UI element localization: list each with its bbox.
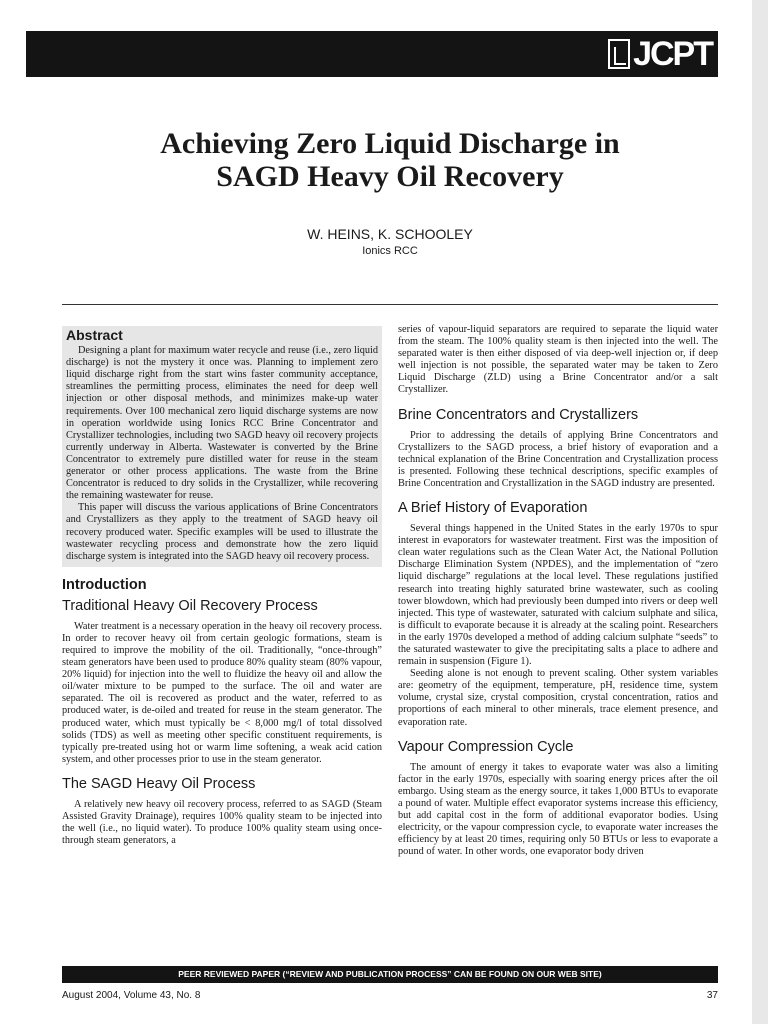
authors: W. HEINS, K. SCHOOLEY: [307, 226, 473, 242]
peer-review-banner: PEER REVIEWED PAPER (“REVIEW AND PUBLICATION PROCESS” CAN BE FOUND ON OUR WEB SITE): [62, 966, 718, 983]
continued-paragraph: series of vapour-liquid separators are required to separate the liquid water from the steam. The 100% quality steam is then injected into the well. The separated water is then either disposed of via deep-well injection or, if deep well injection is not possible, the separated water may be taken to Zero Liquid Discharge (ZLD) using a Brine Concentrator and/or a salt Crystallizer.: [398, 324, 718, 396]
brine-paragraph-1: Prior to addressing the details of applying Brine Concentrators and Crystallizers to the SAGD process, a brief history of evaporation and a technical explanation of the Brine Concentration and Crystallization process is presented. Following these technical descriptions, specific examples of Brine Concentration and Crystallization in the SAGD industry are presented.: [398, 429, 718, 489]
vapour-paragraph-1: The amount of energy it takes to evaporate water was also a limiting factor in the early 1970s, especially with soaring energy prices after the oil embargo. Using steam as the energy source, it takes 1,000 BTUs to evaporate a pound of water. Multiple effect evaporator systems increase this efficiency, but add capital cost in the form of additional evaporator bodies. Using electricity, or the vapour compression cycle, to evaporate water increases the efficiency by at least 20 times, requiring only 50 BTUs or less to evaporate a pound of water. In other words, one evaporator body driven: [398, 761, 718, 858]
history-paragraph-2: Seeding alone is not enough to prevent scaling. Other system variables are: geometry of the equipment, temperature, pH, residence time, system volume, crystal size, crystal composition, crystal concentration, ratios and proportions of each mineral to other minerals, trace element presence, and evaporation rate.: [398, 668, 718, 728]
vapour-heading: Vapour Compression Cycle: [398, 738, 574, 755]
abstract-paragraph-1: Designing a plant for maximum water recycle and reuse (i.e., zero liquid discharge) is not the mystery it once was. Planning to implement zero liquid discharge right from the start wins faster community acceptance, streamlines the permitting process, eliminates the need for deep well injection or other disposal methods, and minimizes make-up water requirements. Over 100 mechanical zero liquid discharge systems are now in operation worldwide using Ionics RCC Brine Concentrator and Crystallizer technologies, including two SAGD heavy oil recovery projects currently underway in Alberta. Wastewater is converted by the Brine Concentrator to extremely pure distilled water for reuse in the steam generator or other process applications. The waste from the Brine Concentrator is reduced to dry solids in the Crystallizer, while recovering the remaining wastewater for reuse.: [66, 345, 378, 502]
brine-heading: Brine Concentrators and Crystallizers: [398, 406, 639, 423]
history-heading: A Brief History of Evaporation: [398, 500, 588, 517]
introduction-heading: Introduction: [62, 576, 147, 593]
divider: [62, 304, 718, 305]
issue-info: August 2004, Volume 43, No. 8: [62, 990, 201, 1001]
right-column: [398, 324, 718, 858]
sagd-paragraph-1: A relatively new heavy oil recovery process, referred to as SAGD (Steam Assisted Gravity Drainage), requires 100% quality steam to be injected into the well (i.e., no liquid water). To produce 100% quality steam using once-through steam generators, a: [62, 798, 382, 847]
title-line-2: SAGD Heavy Oil Recovery: [216, 160, 564, 193]
title-line-1: Achieving Zero Liquid Discharge in: [160, 127, 620, 160]
intro-paragraph-1: Water treatment is a necessary operation in the heavy oil recovery process. In order to recover heavy oil from certain geologic formations, steam is required to improve the mobility of the oil. Traditionally, “once-through” steam generators have been used to produce 80% quality steam (80% vapour, 20% liquid) for injection into the well to fluidize the heavy oil and allow the oil/water mixture to be pumped to the surface. The oil and water are separated. The oil is recovered as product and the water, referred to as produced water, is de-oiled and treated for reuse in the steam generator. The produced water, which must typically be < 8,000 mg/l of total dissolved solids (TDS) as well as meeting other specific constituent requirements, is typically pre-treated using hot or warm lime softening, a weak acid cation system, and other processes prior to use in the steam generator.: [62, 620, 382, 765]
page-edge-strip: [752, 0, 768, 1024]
abstract-box: [62, 326, 382, 567]
logo-text: JCPT: [633, 35, 712, 73]
journal-logo: [608, 36, 712, 72]
journal-header-bar: [26, 31, 718, 77]
paper-title: [60, 127, 720, 193]
affiliation: Ionics RCC: [362, 245, 418, 257]
sagd-heading: The SAGD Heavy Oil Process: [62, 775, 256, 792]
left-column: [62, 326, 382, 847]
logo-mark-icon: [608, 39, 630, 69]
abstract-heading: Abstract: [66, 327, 123, 343]
abstract-paragraph-2: This paper will discuss the various applications of Brine Concentrators and Crystallizers as they apply to the treatment of SAGD heavy oil recovery produced water. Specific examples will be used to illustrate the wastewater recycling process and demonstrate how the zero liquid discharge system is integrated into the SAGD heavy oil recovery process.: [66, 502, 378, 562]
traditional-process-heading: Traditional Heavy Oil Recovery Process: [62, 597, 318, 614]
history-paragraph-1: Several things happened in the United States in the early 1970s to spur interest in evaporators for wastewater treatment. First was the imposition of clean water regulations such as the Clean Water Act, the National Pollution Discharge Elimination System (NPDES), and the implementation of “zero liquid discharge” regulations at the local level. These regulations justified research into treating highly saturated brine wastewater, such as cooling tower blowdown, which had previously been dumped into rivers or deep well injected. This type of wastewater, saturated with calcium sulphate and silica, is difficult to evaporate because it is already at the scaling point. Researchers in the early 1970s developed a method of adding calcium sulphate “seeds” to the saturated wastewater to give the precipitating salts a place to adhere and remain in suspension (Figure 1).: [398, 523, 718, 668]
page-number: 37: [706, 990, 718, 1001]
